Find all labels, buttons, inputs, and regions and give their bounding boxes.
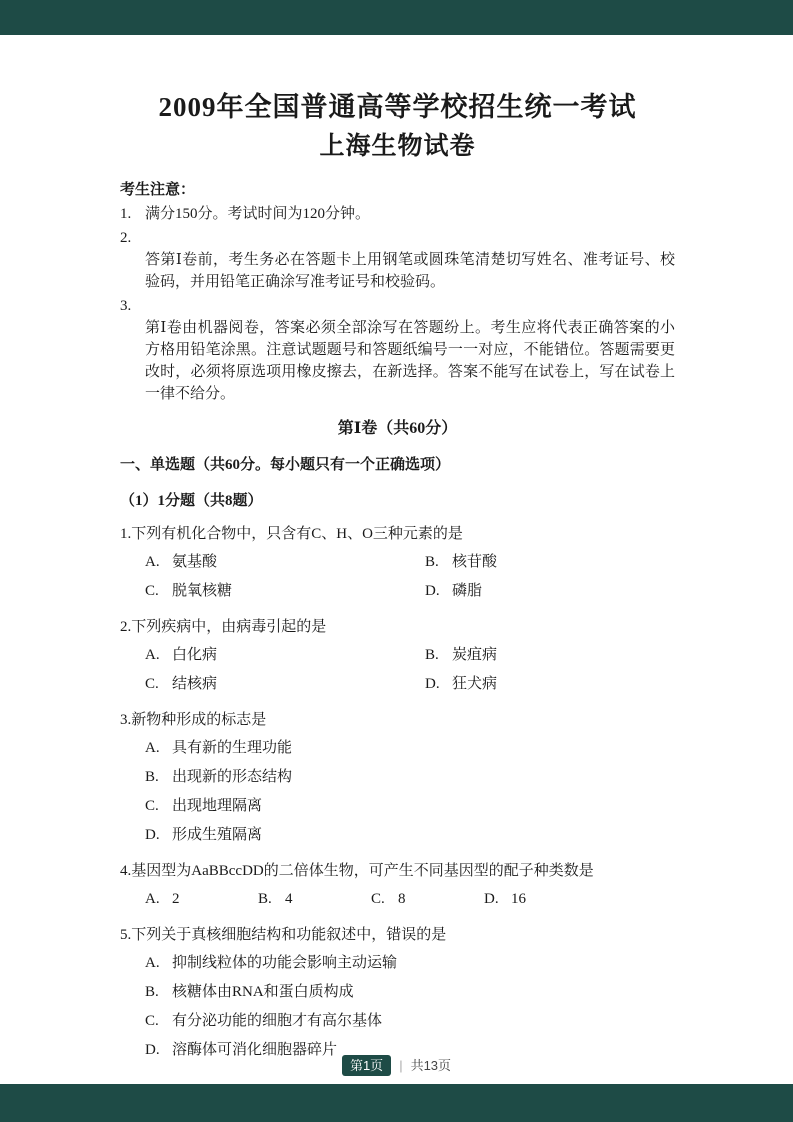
question-options — [145, 641, 675, 699]
question — [120, 613, 675, 699]
top-border-bar — [0, 0, 793, 35]
question-option — [371, 885, 484, 914]
question-option — [425, 641, 675, 670]
question-option — [425, 670, 675, 699]
option-text: 磷脂 — [452, 583, 483, 599]
option-label: C. — [145, 676, 159, 692]
option-label: C. — [145, 1013, 159, 1029]
option-text: 8 — [398, 891, 406, 907]
page-content — [0, 89, 793, 1065]
group-heading: （1）1分题（共8题） — [120, 493, 263, 509]
option-text: 白化病 — [172, 647, 218, 663]
option-label: B. — [425, 647, 439, 663]
question-option — [425, 548, 675, 577]
option-text: 具有新的生理功能 — [172, 740, 293, 756]
option-text: 核苷酸 — [452, 554, 498, 570]
option-text: 狂犬病 — [452, 676, 498, 692]
question-option — [145, 734, 675, 763]
question — [120, 857, 675, 914]
option-label: D. — [484, 891, 499, 907]
question-option — [145, 641, 425, 670]
question-options — [145, 885, 675, 914]
question-option — [484, 885, 597, 914]
page-footer — [0, 1055, 793, 1074]
question-option — [145, 978, 675, 1007]
question-option — [425, 577, 675, 606]
question-options — [145, 734, 675, 850]
question-option — [145, 821, 675, 850]
option-label: B. — [258, 891, 272, 907]
option-label: C. — [371, 891, 385, 907]
question-option — [258, 885, 371, 914]
footer-separator: | — [399, 1058, 403, 1073]
exam-subtitle: 上海生物试卷 — [319, 133, 476, 160]
option-text: 16 — [511, 891, 526, 907]
question-option — [145, 792, 675, 821]
notice-item — [120, 203, 675, 225]
option-text: 氨基酸 — [172, 554, 218, 570]
option-text: 溶酶体可消化细胞器碎片 — [172, 1042, 338, 1058]
option-text: 2 — [172, 891, 180, 907]
bottom-border-bar — [0, 1084, 793, 1122]
option-label: D. — [145, 827, 160, 843]
question-stem: 4.基因型为AaBBccDD的二倍体生物，可产生不同基因型的配子种类数是 — [120, 863, 594, 879]
option-label: C. — [145, 798, 159, 814]
question — [120, 921, 675, 1065]
option-label: A. — [145, 955, 160, 971]
question-option — [145, 1007, 675, 1036]
option-text: 出现地理隔离 — [172, 798, 263, 814]
option-label: A. — [145, 554, 160, 570]
question-stem: 3.新物种形成的标志是 — [120, 712, 267, 728]
option-label: A. — [145, 647, 160, 663]
page-number-badge: 第1页 — [342, 1055, 391, 1076]
notice-text: 答第Ⅰ卷前，考生务必在答题卡上用钢笔或圆珠笔清楚切写姓名、准考证号、校验码，并用铅笔正确涂写准考证号和校验码。 — [145, 252, 675, 290]
option-text: 炭疽病 — [452, 647, 498, 663]
question-option — [145, 949, 675, 978]
option-label: B. — [425, 554, 439, 570]
question-stem: 2.下列疾病中，由病毒引起的是 — [120, 619, 327, 635]
footer-total-pages: 共13页 — [410, 1058, 452, 1073]
question-option — [145, 670, 425, 699]
question-option — [145, 577, 425, 606]
option-label: D. — [145, 1042, 160, 1058]
option-label: D. — [425, 676, 440, 692]
question-option — [145, 885, 258, 914]
option-text: 核糖体由RNA和蛋白质构成 — [172, 984, 354, 1000]
question — [120, 520, 675, 606]
option-text: 抑制线粒体的功能会影响主动运输 — [172, 955, 398, 971]
part-heading: 一、单选题（共60分。每小题只有一个正确选项） — [120, 457, 451, 473]
question-stem: 1.下列有机化合物中，只含有C、H、O三种元素的是 — [120, 526, 463, 542]
notice-item — [120, 227, 675, 293]
option-label: B. — [145, 984, 159, 1000]
question-stem: 5.下列关于真核细胞结构和功能叙述中，错误的是 — [120, 927, 447, 943]
option-text: 形成生殖隔离 — [172, 827, 263, 843]
question-option — [145, 548, 425, 577]
option-text: 有分泌功能的细胞才有高尔基体 — [172, 1013, 383, 1029]
notice-item — [120, 295, 675, 405]
notice-number: 3. — [120, 298, 132, 314]
option-label: A. — [145, 891, 160, 907]
section-heading: 第Ⅰ卷（共60分） — [337, 420, 458, 437]
notice-number: 2. — [120, 230, 132, 246]
notice-number: 1. — [120, 206, 132, 222]
notice-text: 满分150分。考试时间为120分钟。 — [145, 206, 371, 222]
option-label: C. — [145, 583, 159, 599]
exam-title: 2009年全国普通高等学校招生统一考试 — [158, 92, 637, 122]
option-text: 结核病 — [172, 676, 218, 692]
option-label: A. — [145, 740, 160, 756]
question-option — [145, 763, 675, 792]
notice-header: 考生注意： — [120, 182, 196, 198]
question-options — [145, 949, 675, 1065]
option-text: 4 — [285, 891, 293, 907]
option-text: 出现新的形态结构 — [172, 769, 293, 785]
question-options — [145, 548, 675, 606]
option-label: D. — [425, 583, 440, 599]
notice-text: 第Ⅰ卷由机器阅卷，答案必须全部涂写在答题纷上。考生应将代表正确答案的小方格用铅笔涂黑。注意试题题号和答题纸编号一一对应，不能错位。答题需要更改时，必须将原选项用橡皮擦去，在新选择。答案不能写在试卷上，写在试卷上一律不给分。 — [145, 320, 675, 402]
option-text: 脱氧核糖 — [172, 583, 233, 599]
notice-list — [120, 203, 675, 405]
question-list — [120, 520, 675, 1065]
option-label: B. — [145, 769, 159, 785]
question — [120, 706, 675, 850]
